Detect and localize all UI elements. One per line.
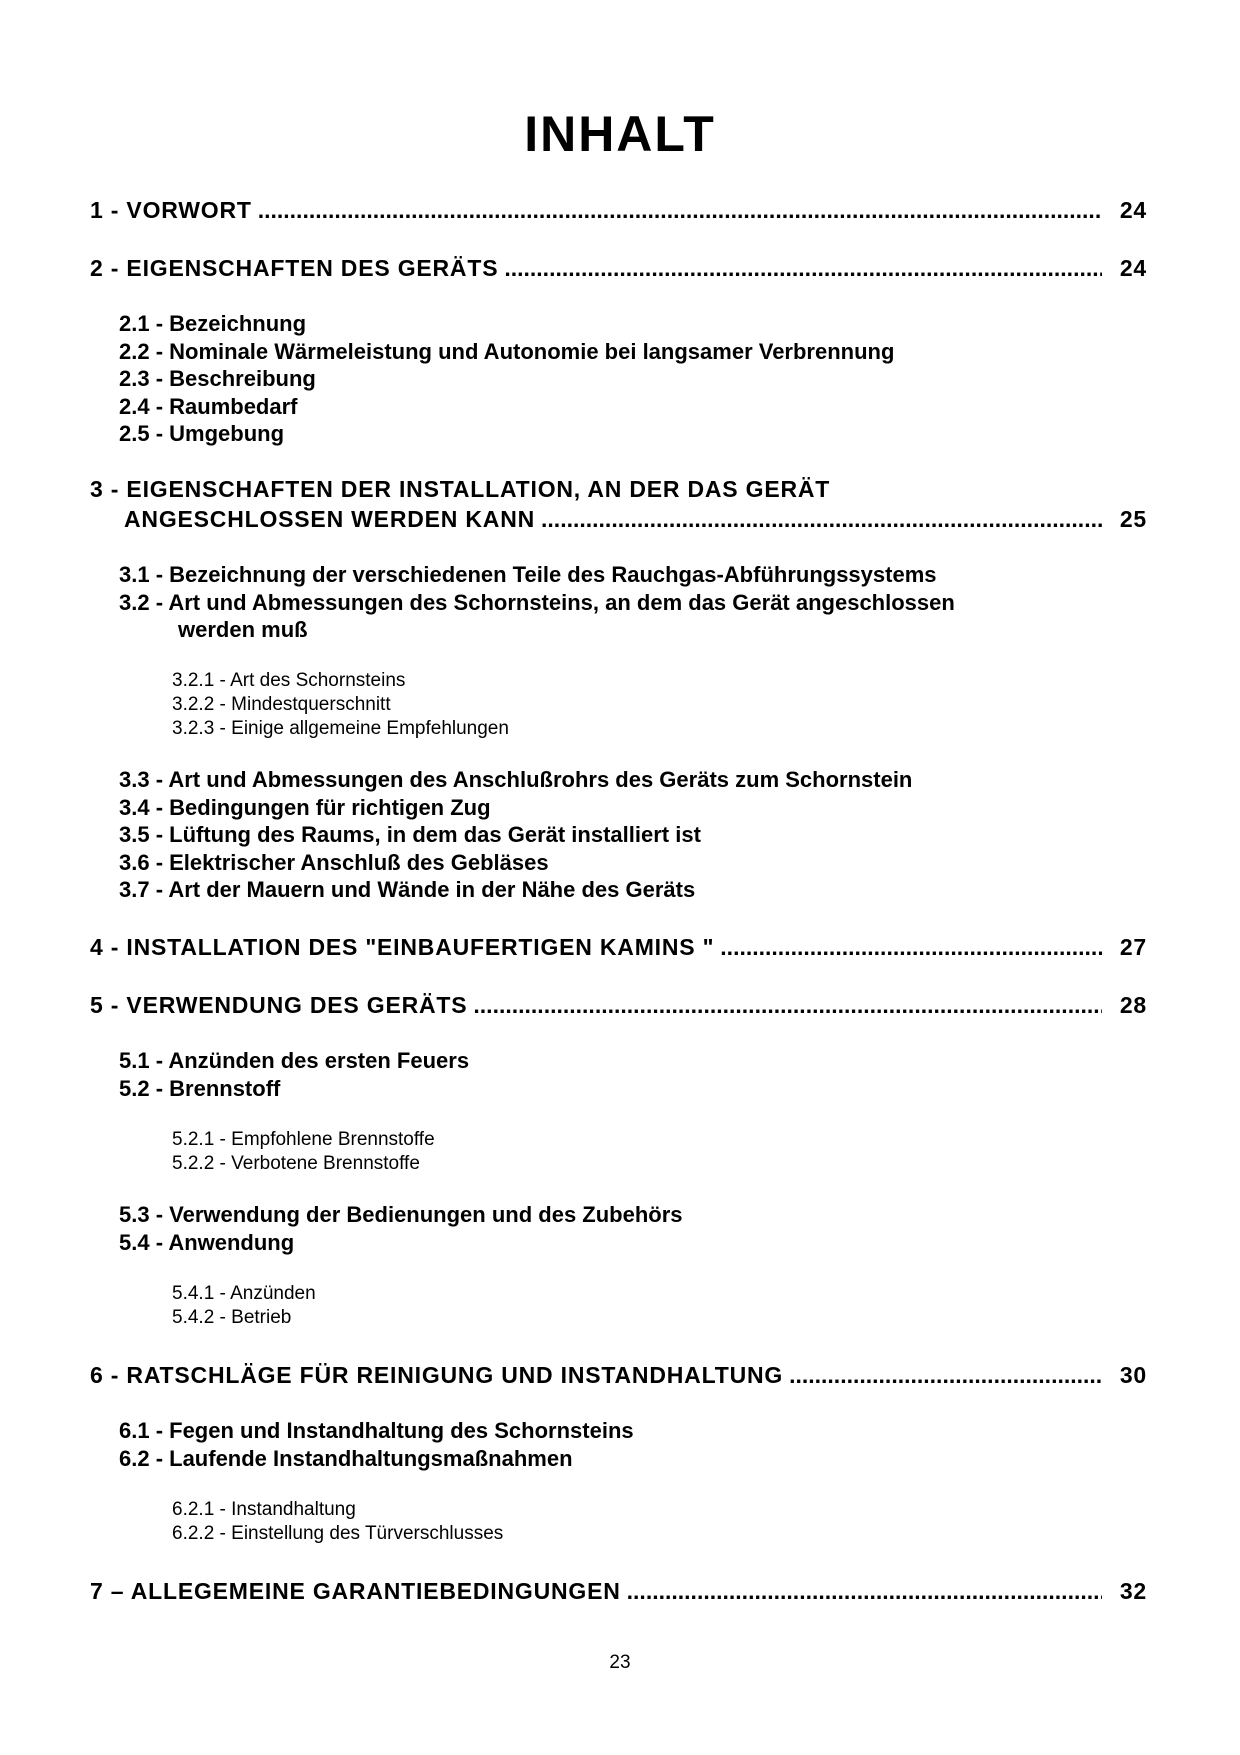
page-number: 23 <box>609 1652 631 1673</box>
toc-chapter-label: 6 - RATSCHLÄGE FÜR REINIGUNG UND INSTANDHALTUNG <box>90 1362 784 1388</box>
dot-leader <box>504 255 1101 282</box>
toc-chapter-label: 1 - VORWORT <box>90 197 252 223</box>
toc-section: 3.4 - Bedingungen für richtigen Zug <box>119 795 491 820</box>
toc-section: 2.1 - Bezeichnung <box>119 311 307 336</box>
toc-subsection: 5.2.1 - Empfohlene Brennstoffe <box>172 1129 435 1150</box>
toc-section-continued: werden muß <box>178 617 308 642</box>
toc-section: 3.2 - Art und Abmessungen des Schornsteins, an dem das Gerät angeschlossen <box>119 590 955 615</box>
toc-chapter-2 <box>90 255 1147 289</box>
toc-chapter-label: 3 - EIGENSCHAFTEN DER INSTALLATION, AN DER DAS GERÄT <box>90 476 831 502</box>
toc-chapter-label: 2 - EIGENSCHAFTEN DES GERÄTS <box>90 255 499 281</box>
dot-leader <box>258 197 1102 224</box>
toc-subsection: 5.2.2 - Verbotene Brennstoffe <box>172 1153 420 1174</box>
dot-leader <box>789 1362 1102 1389</box>
toc-page-number: 24 <box>1119 255 1147 281</box>
toc-subsection: 5.4.1 - Anzünden <box>172 1283 316 1304</box>
toc-chapter-6 <box>90 1362 1147 1396</box>
toc-page-number: 32 <box>1119 1578 1147 1604</box>
toc-chapter-7 <box>90 1578 1147 1612</box>
toc-page-number: 28 <box>1119 992 1147 1018</box>
toc-page-number: 30 <box>1119 1362 1147 1388</box>
toc-chapter-label: ANGESCHLOSSEN WERDEN KANN <box>124 506 536 532</box>
toc-section: 5.4 - Anwendung <box>119 1230 295 1255</box>
toc-page-number: 24 <box>1119 197 1147 223</box>
toc-chapter-4 <box>90 934 1147 968</box>
toc-section: 5.1 - Anzünden des ersten Feuers <box>119 1048 470 1073</box>
toc-section: 5.3 - Verwendung der Bedienungen und des Zubehörs <box>119 1202 683 1227</box>
toc-chapter-label: 7 – ALLEGEMEINE GARANTIEBEDINGUNGEN <box>90 1578 621 1604</box>
toc-page-number: 25 <box>1119 506 1147 532</box>
toc-section: 6.1 - Fegen und Instandhaltung des Schornsteins <box>119 1418 634 1443</box>
toc-section: 2.3 - Beschreibung <box>119 366 316 391</box>
toc-section: 2.5 - Umgebung <box>119 421 285 446</box>
toc-chapter-3-continued <box>90 506 1147 540</box>
toc-section: 3.6 - Elektrischer Anschluß des Gebläses <box>119 850 549 875</box>
toc-page-number: 27 <box>1119 934 1147 960</box>
toc-section: 3.3 - Art und Abmessungen des Anschlußrohrs des Geräts zum Schornstein <box>119 767 913 792</box>
toc-section: 3.7 - Art der Mauern und Wände in der Nähe des Geräts <box>119 877 696 902</box>
toc-subsection: 3.2.3 - Einige allgemeine Empfehlungen <box>172 718 509 739</box>
page-title: INHALT <box>524 106 716 162</box>
dot-leader <box>541 506 1102 533</box>
toc-subsection: 6.2.1 - Instandhaltung <box>172 1499 356 1520</box>
toc-section: 5.2 - Brennstoff <box>119 1076 281 1101</box>
toc-chapter-3 <box>90 476 1147 510</box>
toc-chapter-label: 4 - INSTALLATION DES "EINBAUFERTIGEN KAMINS " <box>90 934 715 960</box>
toc-subsection: 6.2.2 - Einstellung des Türverschlusses <box>172 1523 504 1544</box>
dot-leader <box>720 934 1102 961</box>
toc-section: 3.1 - Bezeichnung der verschiedenen Teile des Rauchgas-Abführungssystems <box>119 562 937 587</box>
toc-subsection: 5.4.2 - Betrieb <box>172 1307 292 1328</box>
toc-chapter-1 <box>90 197 1147 231</box>
toc-section: 2.4 - Raumbedarf <box>119 394 298 419</box>
toc-subsection: 3.2.1 - Art des Schornsteins <box>172 670 406 691</box>
toc-chapter-5 <box>90 992 1147 1026</box>
dot-leader <box>627 1578 1102 1605</box>
dot-leader <box>473 992 1101 1019</box>
toc-section: 6.2 - Laufende Instandhaltungsmaßnahmen <box>119 1446 573 1471</box>
toc-section: 2.2 - Nominale Wärmeleistung und Autonomie bei langsamer Verbrennung <box>119 339 895 364</box>
toc-chapter-label: 5 - VERWENDUNG DES GERÄTS <box>90 992 468 1018</box>
toc-subsection: 3.2.2 - Mindestquerschnitt <box>172 694 391 715</box>
toc-section: 3.5 - Lüftung des Raums, in dem das Gerät installiert ist <box>119 822 701 847</box>
